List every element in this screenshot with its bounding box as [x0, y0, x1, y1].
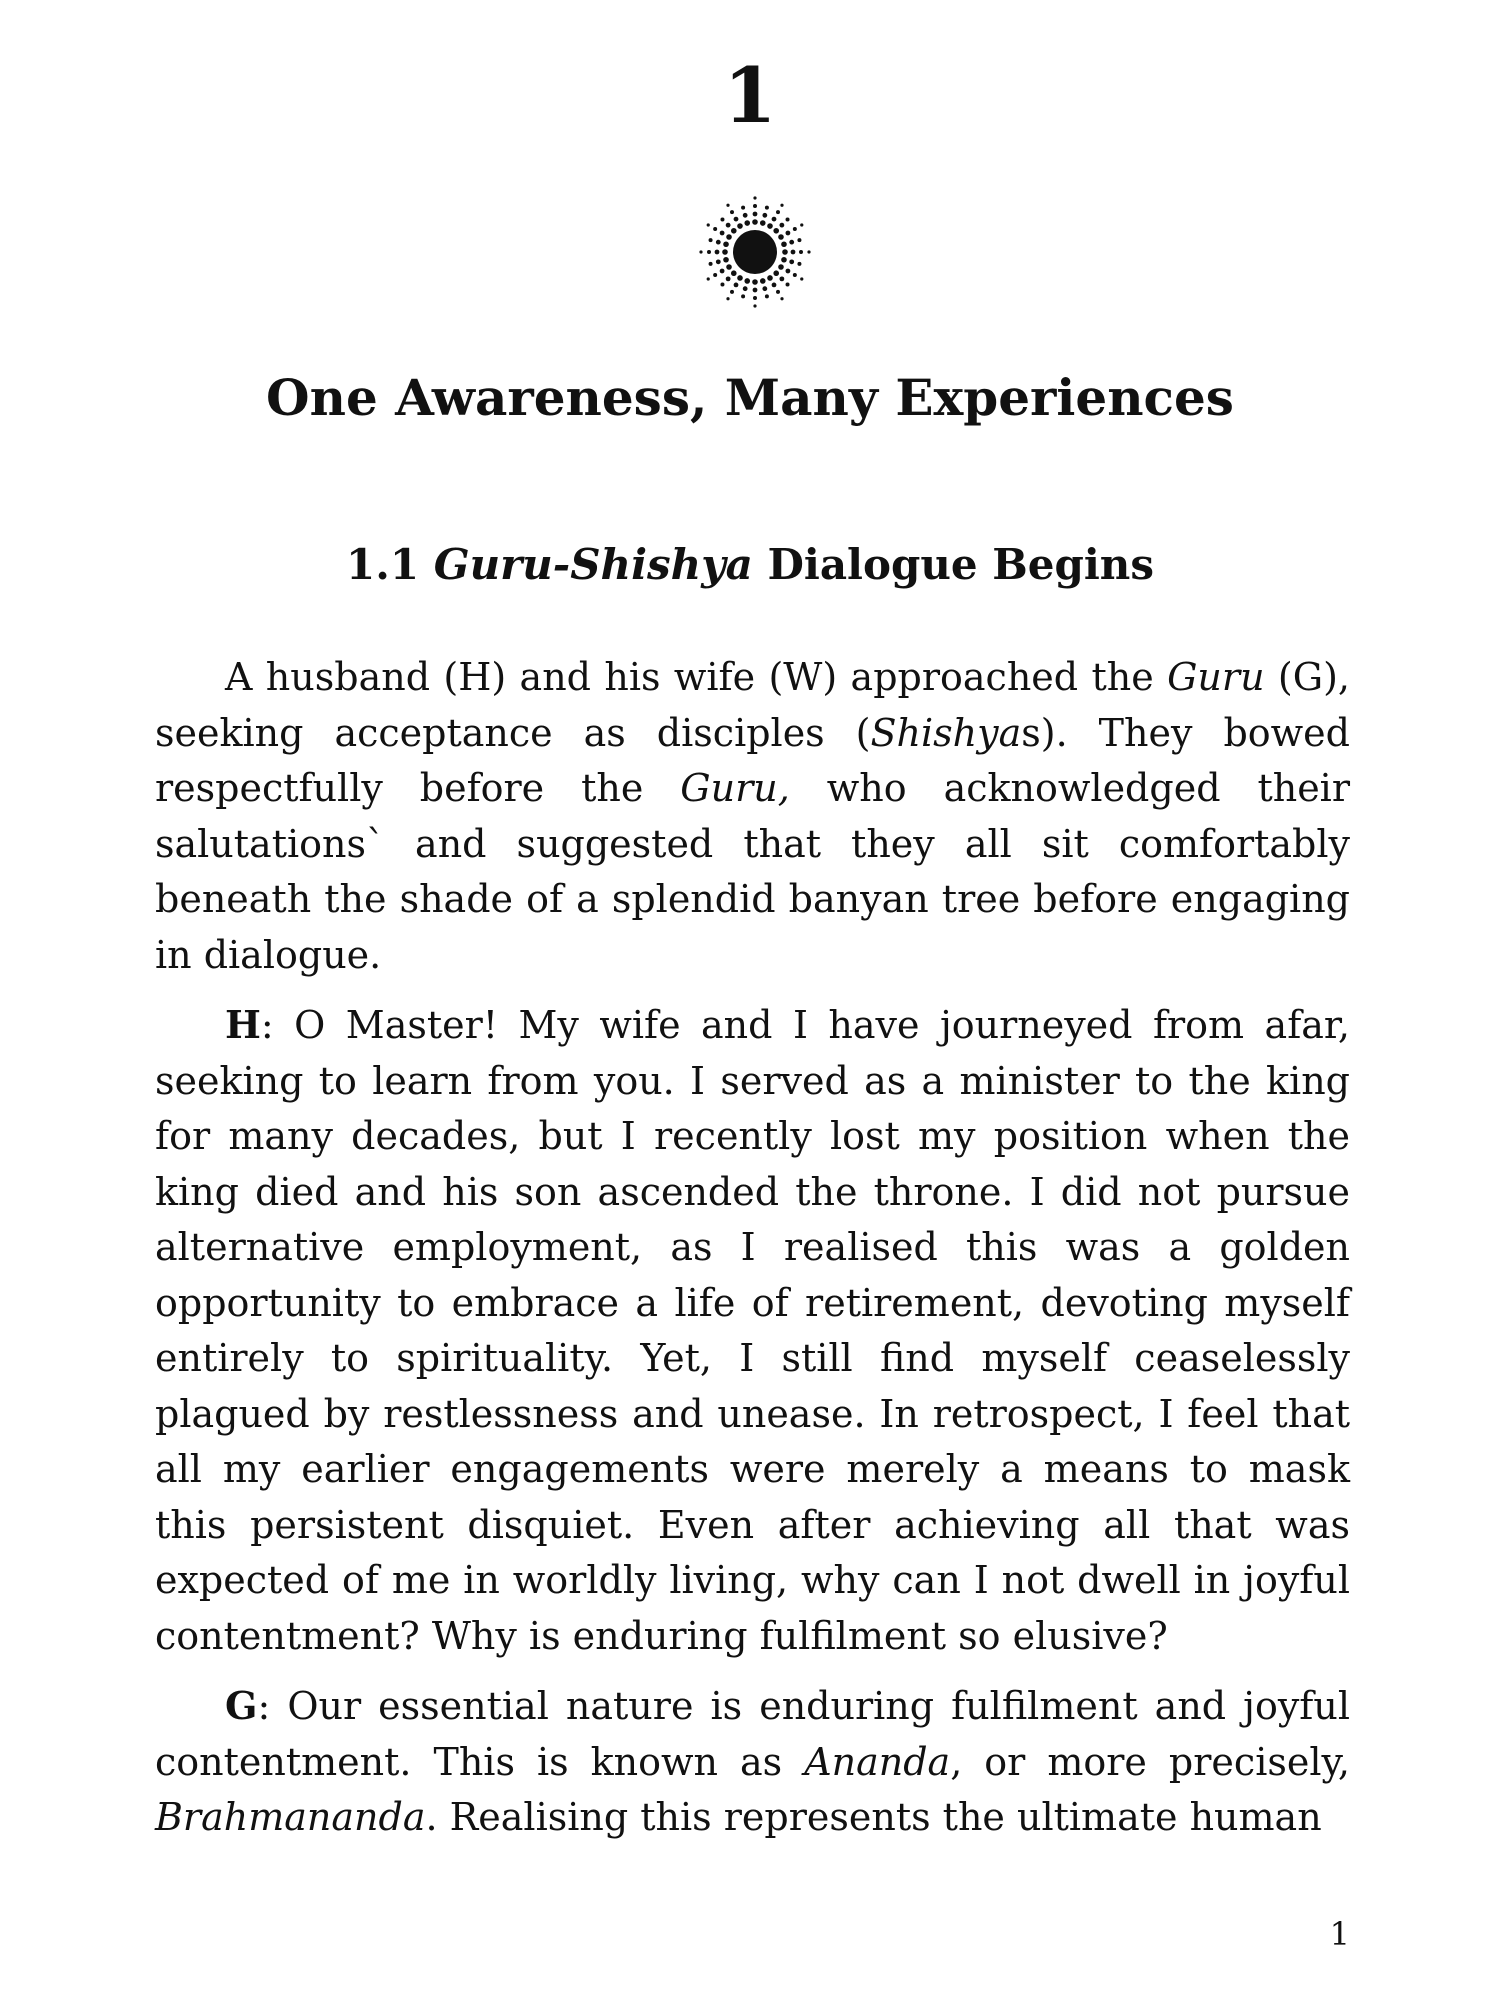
- paragraph-husband: [155, 997, 1350, 1664]
- italic-term: Ananda: [804, 1739, 951, 1784]
- section-heading: [0, 540, 1500, 590]
- text-run: (G), seeking acceptance as disciples (: [155, 655, 1350, 755]
- speaker-label: G: [225, 1683, 258, 1728]
- speaker-label: H: [225, 1002, 261, 1047]
- body-text: [155, 650, 1350, 1860]
- section-number: 1.1: [346, 540, 420, 589]
- text-run: : O Master! My wife and I have journeyed from afar, seeking to learn from you. I served as a minister to the king for many decades, but I recently lost my position when the king died and his son ascended the throne. I did not pursue alternative employment, as I realised this was a golden opportunity to embrace a life of retirement, devoting myself entirely to spirituality. Yet, I still find myself ceaselessly plagued by restlessness and unease. In retrospect, I feel that all my earlier engagements were merely a means to mask this persistent disquiet. Even after achieving all that was expected of me in worldly living, why can I not dwell in joyful contentment? Why is enduring fulfilment so elusive?: [155, 1003, 1350, 1658]
- sun-icon: [695, 192, 815, 312]
- italic-term: Shishya: [870, 710, 1022, 755]
- italic-term: Guru,: [680, 766, 790, 810]
- chapter-number: 1: [723, 51, 777, 140]
- page-number: 1: [1329, 1915, 1350, 1953]
- section-title-italic: Guru-Shishya: [433, 540, 753, 589]
- text-run: who acknowledged their salutations` and suggested that they all sit comfortably beneath the shade of a splendid banyan tree before engaging in dialogue.: [155, 766, 1350, 977]
- italic-term: Guru: [1167, 655, 1265, 699]
- section-title-rest: Dialogue Begins: [767, 540, 1154, 589]
- paragraph-guru: [155, 1678, 1350, 1846]
- text-run: : Our essential nature is enduring fulfilment and joyful contentment. This is known as: [155, 1684, 1350, 1784]
- text-run: s). They bowed respectfully before the: [155, 710, 1350, 810]
- paragraph-intro: [155, 650, 1350, 983]
- text-run: , or more precisely,: [950, 1739, 1350, 1784]
- chapter-title: One Awareness, Many Experiences: [266, 368, 1234, 427]
- italic-term: Brahmananda: [155, 1795, 426, 1839]
- text-run: A husband (H) and his wife (W) approached the: [225, 655, 1168, 699]
- text-run: . Realising this represents the ultimate human: [425, 1795, 1322, 1839]
